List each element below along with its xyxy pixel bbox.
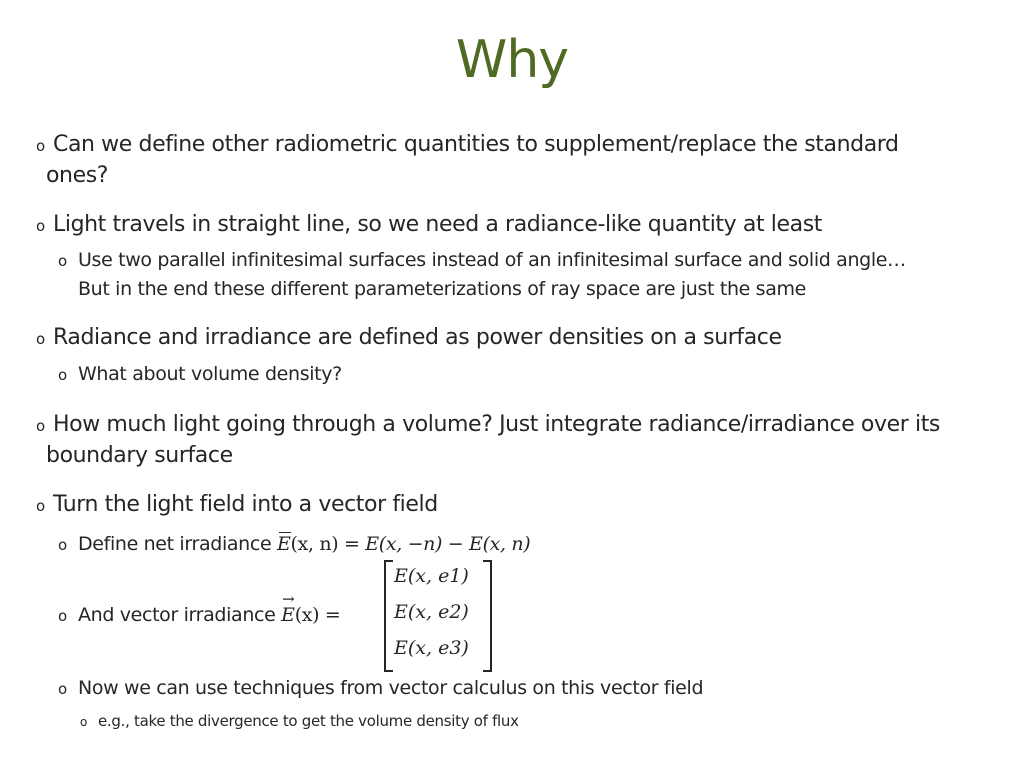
bullet-text: Use two parallel infinitesimal surfaces instead of an infinitesimal surface and solid angle… [78, 249, 906, 271]
slide-title: Why [455, 30, 569, 90]
vector-irradiance-equals: = [319, 604, 341, 626]
bullet-marker: o [36, 330, 45, 348]
vector-irradiance-matrix [384, 560, 492, 670]
bullet-marker: o [36, 497, 45, 515]
bullet-item-vector-field [36, 490, 438, 521]
sub-bullet-vector-calculus [58, 674, 703, 703]
bullet-text: Radiance and irradiance are defined as power densities on a surface [53, 325, 782, 350]
vector-irradiance-args: (x) [294, 604, 320, 626]
matrix-row-2: E(x, e2) [394, 601, 469, 623]
net-irradiance-rhs: E(x, −n) − E(x, n) [365, 533, 531, 555]
sub-bullet-vector-irradiance [58, 601, 340, 630]
sub-bullet-net-irradiance [58, 530, 530, 559]
bullet-text-continued: boundary surface [46, 443, 233, 468]
net-irradiance-symbol: E [277, 530, 291, 558]
bullet-marker: o [58, 680, 67, 698]
bullet-text: e.g., take the divergence to get the volume density of flux [98, 712, 519, 730]
vector-irradiance-symbol: → E [281, 601, 295, 629]
net-irradiance-args: (x, n) [290, 533, 339, 555]
bullet-item-radiance-irradiance [36, 323, 782, 354]
bullet-text: Can we define other radiometric quantities to supplement/replace the standard [53, 132, 899, 157]
net-irradiance-equals: = [338, 533, 366, 555]
bullet-marker: o [36, 217, 45, 235]
matrix-right-bracket [483, 560, 492, 672]
bullet-text: How much light going through a volume? Just integrate radiance/irradiance over its [53, 412, 940, 437]
sub-bullet-volume-density [58, 360, 342, 389]
bullet-marker: o [58, 366, 67, 384]
net-irradiance-equation [277, 533, 530, 555]
matrix-row-1: E(x, e1) [394, 565, 469, 587]
bullet-item-light-through-volume [36, 410, 940, 471]
bullet-text: What about volume density? [78, 363, 342, 385]
bullet-text: Define net irradiance [78, 533, 277, 555]
bullet-marker: o [58, 536, 67, 554]
bullet-marker: o [58, 252, 67, 270]
bullet-item-define-quantities [36, 130, 899, 191]
bullet-item-light-travels [36, 210, 822, 241]
bullet-text-continued: ones? [46, 163, 109, 188]
bullet-text: Light travels in straight line, so we need a radiance-like quantity at least [53, 212, 822, 237]
vector-irradiance-lhs [281, 604, 340, 626]
matrix-left-bracket [384, 560, 393, 672]
bullet-marker: o [80, 715, 88, 729]
sub-bullet-parallel-surfaces [58, 246, 906, 303]
bullet-text-continued: But in the end these different parameterizations of ray space are just the same [78, 278, 806, 300]
bullet-marker: o [58, 607, 67, 625]
bullet-text: Now we can use techniques from vector calculus on this vector field [78, 677, 704, 699]
sub-sub-bullet-divergence [80, 710, 519, 733]
matrix-row-3: E(x, e3) [394, 637, 469, 659]
bullet-marker: o [36, 137, 45, 155]
bullet-text: And vector irradiance [78, 604, 282, 626]
bullet-marker: o [36, 417, 45, 435]
bullet-text: Turn the light field into a vector field [53, 492, 438, 517]
